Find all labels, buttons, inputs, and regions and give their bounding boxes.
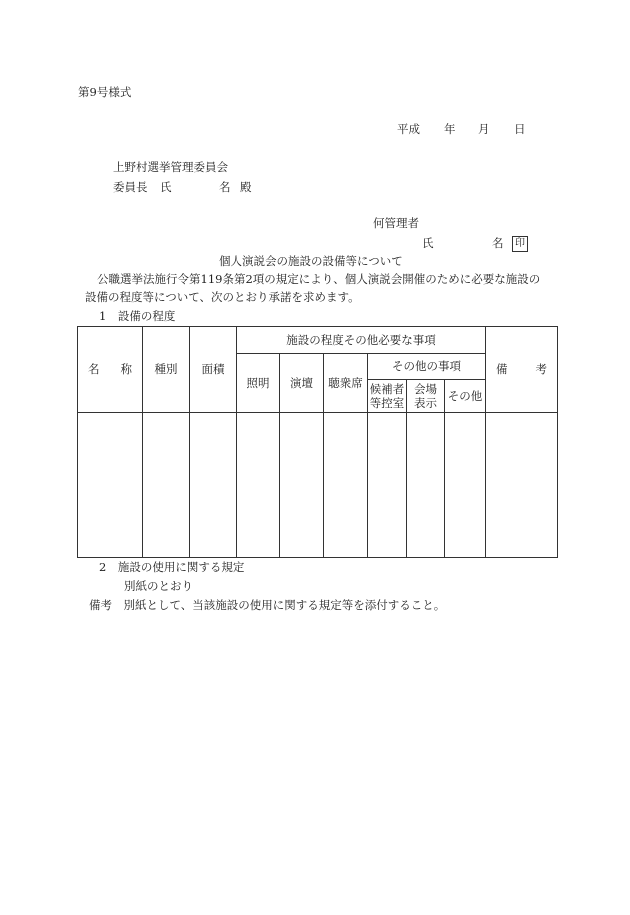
col-header-other: その他 bbox=[445, 380, 486, 413]
col-header-stage: 演壇 bbox=[280, 354, 324, 413]
col-header-name: 名 称 bbox=[78, 327, 143, 413]
table-cell bbox=[324, 413, 368, 558]
applicant-manager: 何管理者 bbox=[373, 216, 419, 230]
addressee-name-label-2: 名 bbox=[219, 180, 231, 194]
section-2-content: 別紙のとおり bbox=[124, 579, 193, 593]
table-cell bbox=[445, 413, 486, 558]
col-header-area: 面積 bbox=[190, 327, 237, 413]
col-header-type: 種別 bbox=[143, 327, 190, 413]
section-2-number: 2 bbox=[99, 560, 107, 574]
section-1-heading bbox=[99, 311, 175, 323]
applicant-sign-line bbox=[422, 236, 532, 252]
col-header-venue-display: 会場 表示 bbox=[407, 380, 445, 413]
table-cell bbox=[280, 413, 324, 558]
date-month: 月 bbox=[478, 122, 490, 136]
section-1-title: 設備の程度 bbox=[117, 309, 176, 323]
table-cell bbox=[368, 413, 407, 558]
col-header-lighting: 照明 bbox=[237, 354, 280, 413]
table-cell bbox=[407, 413, 445, 558]
date-year: 年 bbox=[444, 122, 456, 136]
table-cell bbox=[143, 413, 190, 558]
addressee-committee: 上野村選挙管理委員会 bbox=[113, 160, 228, 174]
table-cell bbox=[190, 413, 237, 558]
applicant-name-label-1: 氏 bbox=[422, 236, 434, 250]
form-number: 第9号様式 bbox=[78, 85, 132, 99]
seal-box: 印 bbox=[512, 236, 528, 252]
col-header-audience: 聴衆席 bbox=[324, 354, 368, 413]
table-cell bbox=[78, 413, 143, 558]
body-line-2: 設備の程度等について、次のとおり承諾を求めます。 bbox=[85, 290, 360, 304]
date-era: 平成 bbox=[397, 122, 420, 136]
section-2-title: 施設の使用に関する規定 bbox=[117, 560, 245, 574]
note-text: 別紙として、当該施設の使用に関する規定等を添付すること。 bbox=[123, 598, 446, 612]
col-header-facility-group: 施設の程度その他必要な事項 bbox=[237, 327, 486, 354]
addressee-name-label-1: 氏 bbox=[160, 180, 172, 194]
document-title: 個人演説会の施設の設備等について bbox=[219, 254, 403, 268]
table-cell bbox=[237, 413, 280, 558]
section-2-heading bbox=[99, 562, 244, 574]
note-label: 備考 bbox=[89, 598, 112, 612]
col-header-remarks: 備 考 bbox=[486, 327, 558, 413]
col-header-other-group: その他の事項 bbox=[368, 354, 486, 380]
section-1-number: 1 bbox=[99, 309, 107, 323]
addressee-chair: 委員長 bbox=[113, 180, 148, 194]
addressee-honorific: 殿 bbox=[240, 180, 252, 194]
note-line bbox=[89, 600, 445, 612]
body-line-1: 公職選挙法施行令第119条第2項の規定により、個人演説会開催のために必要な施設の bbox=[97, 272, 541, 286]
table-cell bbox=[486, 413, 558, 558]
facility-table bbox=[77, 326, 558, 558]
col-header-waiting-room: 候補者 等控室 bbox=[368, 380, 407, 413]
date-day: 日 bbox=[514, 122, 526, 136]
applicant-name-label-2: 名 bbox=[492, 236, 504, 250]
